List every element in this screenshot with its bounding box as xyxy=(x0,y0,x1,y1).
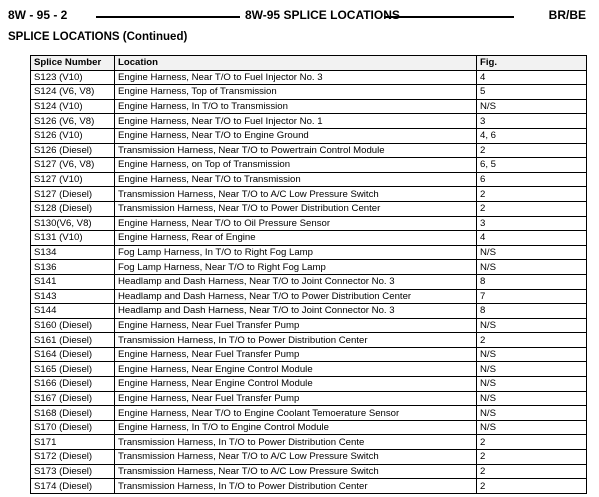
table-row xyxy=(31,289,587,304)
fig-cell: 5 xyxy=(477,85,587,100)
splice-number-cell: S127 (V10) xyxy=(31,172,115,187)
location-cell: Engine Harness, Near T/O to Engine Coolant Temoerature Sensor xyxy=(115,406,477,421)
table-header-row xyxy=(31,56,587,71)
fig-cell: 4, 6 xyxy=(477,128,587,143)
table-row xyxy=(31,274,587,289)
splice-number-cell: S143 xyxy=(31,289,115,304)
header-rule-left xyxy=(96,16,240,18)
table-row xyxy=(31,70,587,85)
location-cell: Engine Harness, Near Fuel Transfer Pump xyxy=(115,347,477,362)
location-cell: Transmission Harness, Near T/O to A/C Low Pressure Switch xyxy=(115,464,477,479)
fig-cell: 2 xyxy=(477,435,587,450)
table-row xyxy=(31,172,587,187)
table-row xyxy=(31,143,587,158)
fig-cell: N/S xyxy=(477,406,587,421)
location-cell: Headlamp and Dash Harness, Near T/O to Power Distribution Center xyxy=(115,289,477,304)
table-row xyxy=(31,128,587,143)
location-cell: Engine Harness, Near Fuel Transfer Pump xyxy=(115,391,477,406)
table-row xyxy=(31,391,587,406)
table-row xyxy=(31,260,587,275)
table-row xyxy=(31,318,587,333)
location-cell: Transmission Harness, In T/O to Power Distribution Cente xyxy=(115,435,477,450)
splice-number-cell: S131 (V10) xyxy=(31,231,115,246)
fig-cell: 2 xyxy=(477,187,587,202)
location-cell: Engine Harness, In T/O to Engine Control Module xyxy=(115,420,477,435)
table-row xyxy=(31,201,587,216)
splice-number-cell: S123 (V10) xyxy=(31,70,115,85)
fig-cell: N/S xyxy=(477,260,587,275)
location-cell: Engine Harness, on Top of Transmission xyxy=(115,158,477,173)
location-cell: Headlamp and Dash Harness, Near T/O to Joint Connector No. 3 xyxy=(115,274,477,289)
column-header-splice-number: Splice Number xyxy=(31,56,115,71)
splice-number-cell: S173 (Diesel) xyxy=(31,464,115,479)
table-row xyxy=(31,420,587,435)
splice-number-cell: S126 (Diesel) xyxy=(31,143,115,158)
fig-cell: N/S xyxy=(477,420,587,435)
location-cell: Transmission Harness, Near T/O to A/C Low Pressure Switch xyxy=(115,450,477,465)
column-header-location: Location xyxy=(115,56,477,71)
location-cell: Fog Lamp Harness, In T/O to Right Fog Lamp xyxy=(115,245,477,260)
fig-cell: 2 xyxy=(477,450,587,465)
splice-number-cell: S164 (Diesel) xyxy=(31,347,115,362)
splice-number-cell: S171 xyxy=(31,435,115,450)
location-cell: Fog Lamp Harness, Near T/O to Right Fog Lamp xyxy=(115,260,477,275)
fig-cell: N/S xyxy=(477,362,587,377)
splice-number-cell: S165 (Diesel) xyxy=(31,362,115,377)
fig-cell: 6 xyxy=(477,172,587,187)
splice-number-cell: S172 (Diesel) xyxy=(31,450,115,465)
table-row xyxy=(31,114,587,129)
fig-cell: 8 xyxy=(477,304,587,319)
location-cell: Transmission Harness, In T/O to Power Distribution Center xyxy=(115,479,477,494)
table-row xyxy=(31,347,587,362)
table-body xyxy=(31,70,587,493)
splice-number-cell: S167 (Diesel) xyxy=(31,391,115,406)
table-row xyxy=(31,479,587,494)
splice-number-cell: S161 (Diesel) xyxy=(31,333,115,348)
splice-number-cell: S124 (V10) xyxy=(31,99,115,114)
table-row xyxy=(31,406,587,421)
table-row xyxy=(31,158,587,173)
splice-number-cell: S126 (V10) xyxy=(31,128,115,143)
table-row xyxy=(31,216,587,231)
splice-number-cell: S127 (Diesel) xyxy=(31,187,115,202)
location-cell: Engine Harness, Near Fuel Transfer Pump xyxy=(115,318,477,333)
table-row xyxy=(31,187,587,202)
table-row xyxy=(31,435,587,450)
splice-number-cell: S170 (Diesel) xyxy=(31,420,115,435)
fig-cell: N/S xyxy=(477,377,587,392)
fig-cell: 7 xyxy=(477,289,587,304)
fig-cell: 6, 5 xyxy=(477,158,587,173)
fig-cell: 2 xyxy=(477,464,587,479)
fig-cell: N/S xyxy=(477,318,587,333)
location-cell: Engine Harness, Near T/O to Oil Pressure Sensor xyxy=(115,216,477,231)
location-cell: Engine Harness, Rear of Engine xyxy=(115,231,477,246)
location-cell: Transmission Harness, Near T/O to Power Distribution Center xyxy=(115,201,477,216)
splice-number-cell: S124 (V6, V8) xyxy=(31,85,115,100)
fig-cell: N/S xyxy=(477,99,587,114)
fig-cell: 4 xyxy=(477,231,587,246)
table-row xyxy=(31,377,587,392)
fig-cell: N/S xyxy=(477,391,587,406)
table-row xyxy=(31,362,587,377)
header-title: 8W-95 SPLICE LOCATIONS xyxy=(245,8,400,22)
table-row xyxy=(31,304,587,319)
page-number: 8W - 95 - 2 xyxy=(8,8,68,22)
fig-cell: 2 xyxy=(477,479,587,494)
splice-number-cell: S174 (Diesel) xyxy=(31,479,115,494)
location-cell: Transmission Harness, Near T/O to Powertrain Control Module xyxy=(115,143,477,158)
splice-number-cell: S130(V6, V8) xyxy=(31,216,115,231)
splice-number-cell: S168 (Diesel) xyxy=(31,406,115,421)
fig-cell: N/S xyxy=(477,245,587,260)
location-cell: Engine Harness, Near T/O to Fuel Injector No. 3 xyxy=(115,70,477,85)
location-cell: Engine Harness, Near Engine Control Module xyxy=(115,377,477,392)
fig-cell: 4 xyxy=(477,70,587,85)
location-cell: Engine Harness, Near T/O to Engine Ground xyxy=(115,128,477,143)
location-cell: Engine Harness, Near T/O to Transmission xyxy=(115,172,477,187)
fig-cell: 2 xyxy=(477,201,587,216)
fig-cell: N/S xyxy=(477,347,587,362)
fig-cell: 2 xyxy=(477,143,587,158)
splice-number-cell: S141 xyxy=(31,274,115,289)
fig-cell: 8 xyxy=(477,274,587,289)
location-cell: Headlamp and Dash Harness, Near T/O to Joint Connector No. 3 xyxy=(115,304,477,319)
splice-number-cell: S160 (Diesel) xyxy=(31,318,115,333)
location-cell: Engine Harness, Near T/O to Fuel Injector No. 1 xyxy=(115,114,477,129)
splice-number-cell: S166 (Diesel) xyxy=(31,377,115,392)
table-row xyxy=(31,464,587,479)
location-cell: Engine Harness, In T/O to Transmission xyxy=(115,99,477,114)
table-row xyxy=(31,85,587,100)
header-rule-right xyxy=(384,16,514,18)
page-header xyxy=(8,8,586,24)
vehicle-code: BR/BE xyxy=(548,8,586,22)
table-row xyxy=(31,450,587,465)
splice-number-cell: S136 xyxy=(31,260,115,275)
splice-number-cell: S128 (Diesel) xyxy=(31,201,115,216)
table-row xyxy=(31,245,587,260)
location-cell: Engine Harness, Near Engine Control Module xyxy=(115,362,477,377)
fig-cell: 2 xyxy=(477,333,587,348)
splice-number-cell: S134 xyxy=(31,245,115,260)
table-row xyxy=(31,99,587,114)
splice-locations-table xyxy=(30,55,587,494)
splice-number-cell: S126 (V6, V8) xyxy=(31,114,115,129)
splice-number-cell: S127 (V6, V8) xyxy=(31,158,115,173)
splice-number-cell: S144 xyxy=(31,304,115,319)
location-cell: Transmission Harness, Near T/O to A/C Low Pressure Switch xyxy=(115,187,477,202)
section-title: SPLICE LOCATIONS (Continued) xyxy=(8,31,188,43)
table-row xyxy=(31,231,587,246)
column-header-fig: Fig. xyxy=(477,56,587,71)
location-cell: Engine Harness, Top of Transmission xyxy=(115,85,477,100)
fig-cell: 3 xyxy=(477,216,587,231)
location-cell: Transmission Harness, In T/O to Power Distribution Center xyxy=(115,333,477,348)
table-row xyxy=(31,333,587,348)
fig-cell: 3 xyxy=(477,114,587,129)
